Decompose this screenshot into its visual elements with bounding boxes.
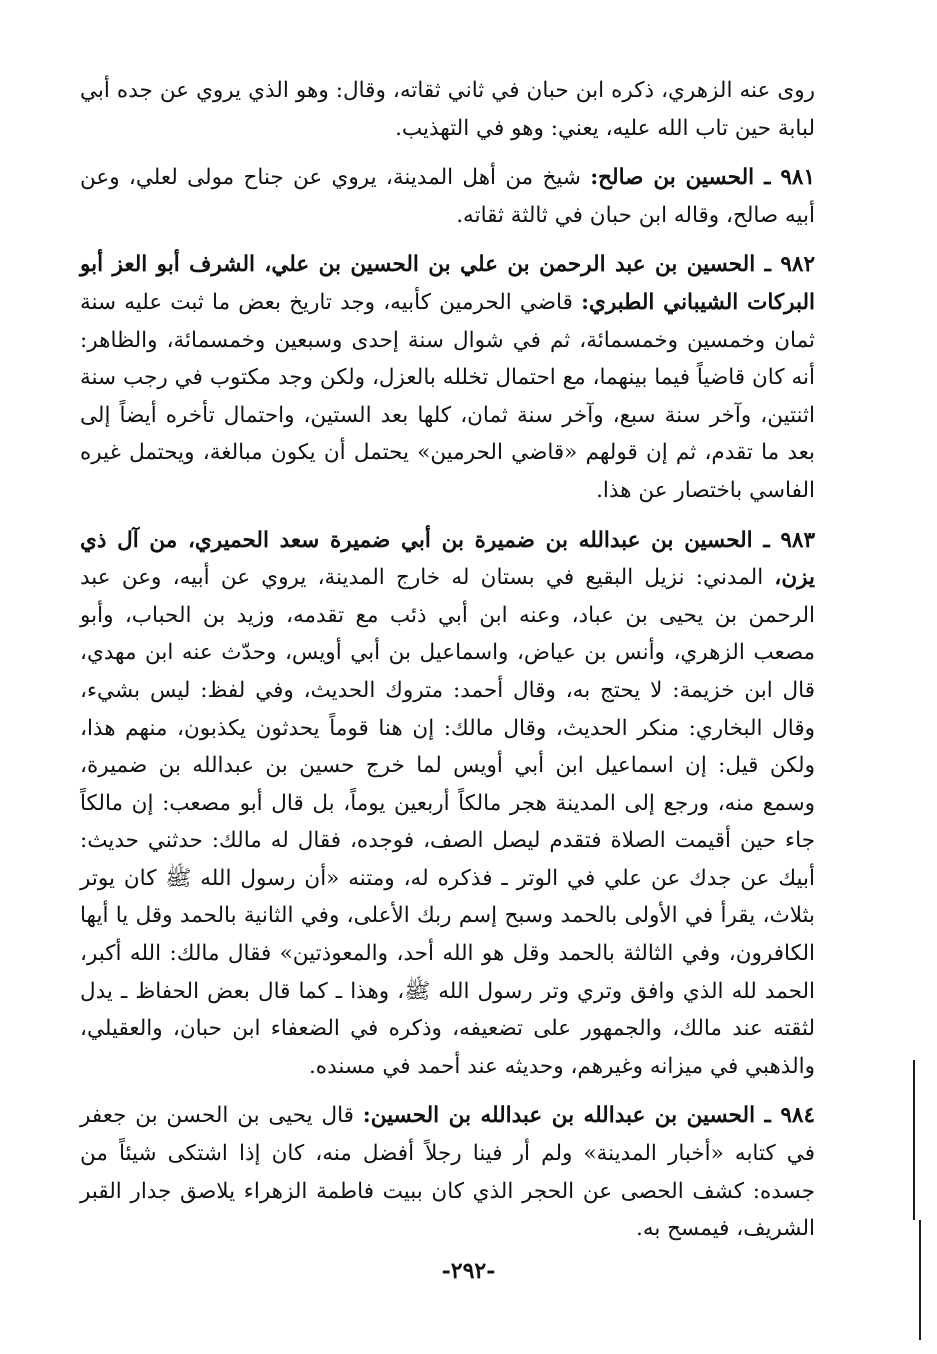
entry-text: قال يحيى بن الحسن بن جعفر في كتابه «أخبار المدينة» ولم أر فينا رجلاً أفضل منه، كان إذا اشتكى شيئاً من جسده: كشف الحصى عن الحجر الذي كان ببيت فاطمة الزهراء يلاصق جدار القبر الشريف، فيمسح به.: [80, 1103, 816, 1242]
entry-heading: ٩٨٤ ـ الحسين بن عبدالله بن عبدالله بن الحسين:: [362, 1103, 815, 1129]
entry-text: شيخ من أهل المدينة، يروي عن جناح مولى لعلي، وعن أبيه صالح، وقاله ابن حبان في ثالثة ثقاته.: [80, 165, 815, 228]
paragraph-text: روى عنه الزهري، ذكره ابن حبان في ثاني ثقاته، وقال: وهو الذي يروي عن جده أبي لبابة حين تاب الله عليه، يعني: وهو في التهذيب.: [80, 78, 815, 141]
entry-heading: ٩٨٢ ـ الحسين بن عبد الرحمن بن علي بن الحسين بن علي، الشرف أبو العز أبو البركات الشيباني الطبري:: [80, 252, 815, 315]
margin-scan-line: [913, 1060, 915, 1220]
margin-scan-line: [919, 1220, 921, 1340]
entry-heading: ٩٨١ ـ الحسين بن صالح:: [590, 165, 815, 191]
book-page: [80, 72, 815, 1248]
entry-text: المدني: نزيل البقيع في بستان له خارج المدينة، يروي عن أبيه، وعن عبد الرحمن بن يحيى بن عباد، وعنه ابن أبي ذئب مع تقدمه، وزيد بن الحباب، وأبو مصعب الزهري، وأنس بن عياض، واسماعيل بن أبي أويس، وحدّث عنه ابن مهدي، قال ابن خزيمة: لا يحتج به، وقال أحمد: متروك الحديث، وفي لفظ: ليس بشيء، وقال البخاري: منكر الحديث، وقال مالك: إن هنا قوماً يحدثون يكذبون، منهم هذا، ولكن قيل: إن اسماعيل ابن أبي أويس لما خرج حسين بن عبدالله بن ضميرة، وسمع منه، ورجع إلى المدينة هجر مالكاً أربعين يوماً، بل قال أبو مصعب: إن مالكاً جاء حين أقيمت الصلاة فتقدم ليصل الصف، فوجده، فقال له مالك: حدثني حديث: أبيك عن جدك عن علي في الوتر ـ فذكره له، ومتنه «أن رسول الله ﷺ كان يوتر بثلاث، يقرأ في الأولى بالحمد وسبح إسم ربك الأعلى، وفي الثانية بالحمد وقل يا أيها الكافرون، وفي الثالثة بالحمد وقل هو الله أحد، والمعوذتين» فقال مالك: الله أكبر، الحمد لله الذي وافق وتري وتر رسول الله ﷺ، وهذا ـ كما قال بعض الحفاظ ـ يدل لثقته عند مالك، والجمهور على تضعيفه، وذكره في الضعفاء ابن حبان، والعقيلي، والذهبي في ميزانه وغيرهم، وحديثه عند أحمد في مسنده.: [80, 565, 815, 1079]
entry-983: [80, 522, 815, 1086]
entry-text: قاضي الحرمين كأبيه، وجد تاريخ بعض ما ثبت عليه سنة ثمان وخمسين وخمسمائة، ثم في شوال سنة إحدى وسبعين وخمسمائة، والظاهر: أنه كان قاضياً فيما بينهما، مع احتمال تخلله بالعزل، ولكن وجد مكتوب في رجب سنة اثنتين، وآخر سنة سبع، وآخر سنة ثمان، كلها بعد الستين، واحتمال تأخره أيضاً إلى بعد ما تقدم، ثم إن قولهم «قاضي الحرمين» يحتمل أن يكون مبالغة، ويحتمل غيره الفاسي باختصار عن هذا.: [80, 289, 815, 503]
entry-984: [80, 1097, 815, 1247]
paragraph-continuation: [80, 72, 815, 147]
entry-981: [80, 159, 815, 234]
entry-heading: ٩٨٣ ـ الحسين بن عبدالله بن ضميرة بن أبي ضميرة سعد الحميري، من آل ذي يزن،: [80, 527, 815, 591]
entry-982: [80, 246, 815, 509]
page-number: -٢٩٢-: [441, 1258, 496, 1284]
